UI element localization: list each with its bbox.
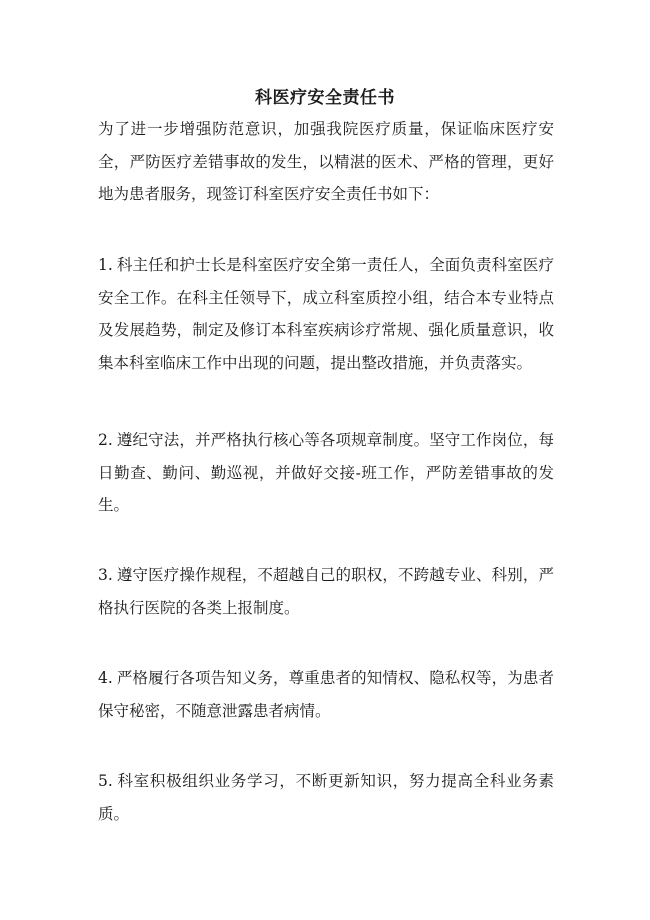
- clause-3: [98, 559, 554, 624]
- clause-4: [98, 662, 554, 727]
- clause-text: 科室积极组织业务学习，不断更新知识，努力提高全科业务素质。: [98, 772, 554, 823]
- clause-number: 4.: [98, 669, 113, 687]
- clause-5: [98, 765, 554, 830]
- clause-1: [98, 249, 554, 379]
- clause-text: 科主任和护士长是科室医疗安全第一责任人，全面负责科室医疗安全工作。在科主任领导下，成立科室质控小组，结合本专业特点及发展趋势，制定及修订本科室疾病诊疗常规、强化质量意识，收集本科室临床工作中出现的问题，提出整改措施，并负责落实。: [98, 256, 554, 372]
- clause-number: 2.: [98, 431, 113, 449]
- clause-text: 遵纪守法，并严格执行核心等各项规章制度。坚守工作岗位，每日勤查、勤问、勤巡视，并做好交接-班工作，严防差错事故的发生。: [98, 431, 554, 514]
- clause-2: [98, 424, 554, 522]
- clause-number: 3.: [98, 566, 113, 584]
- clause-text: 严格履行各项告知义务，尊重患者的知情权、隐私权等，为患者保守秘密，不随意泄露患者病情。: [98, 669, 554, 720]
- document-title: 科医疗安全责任书: [255, 88, 395, 108]
- intro-paragraph: 为了进一步增强防范意识，加强我院医疗质量，保证临床医疗安全，严防医疗差错事故的发生，以精湛的医术、严格的管理，更好地为患者服务，现签订科室医疗安全责任书如下：: [98, 120, 554, 203]
- clause-number: 1.: [98, 256, 113, 274]
- clause-text: 遵守医疗操作规程，不超越自己的职权，不跨越专业、科别，严格执行医院的各类上报制度。: [98, 566, 554, 617]
- clause-number: 5.: [98, 772, 113, 790]
